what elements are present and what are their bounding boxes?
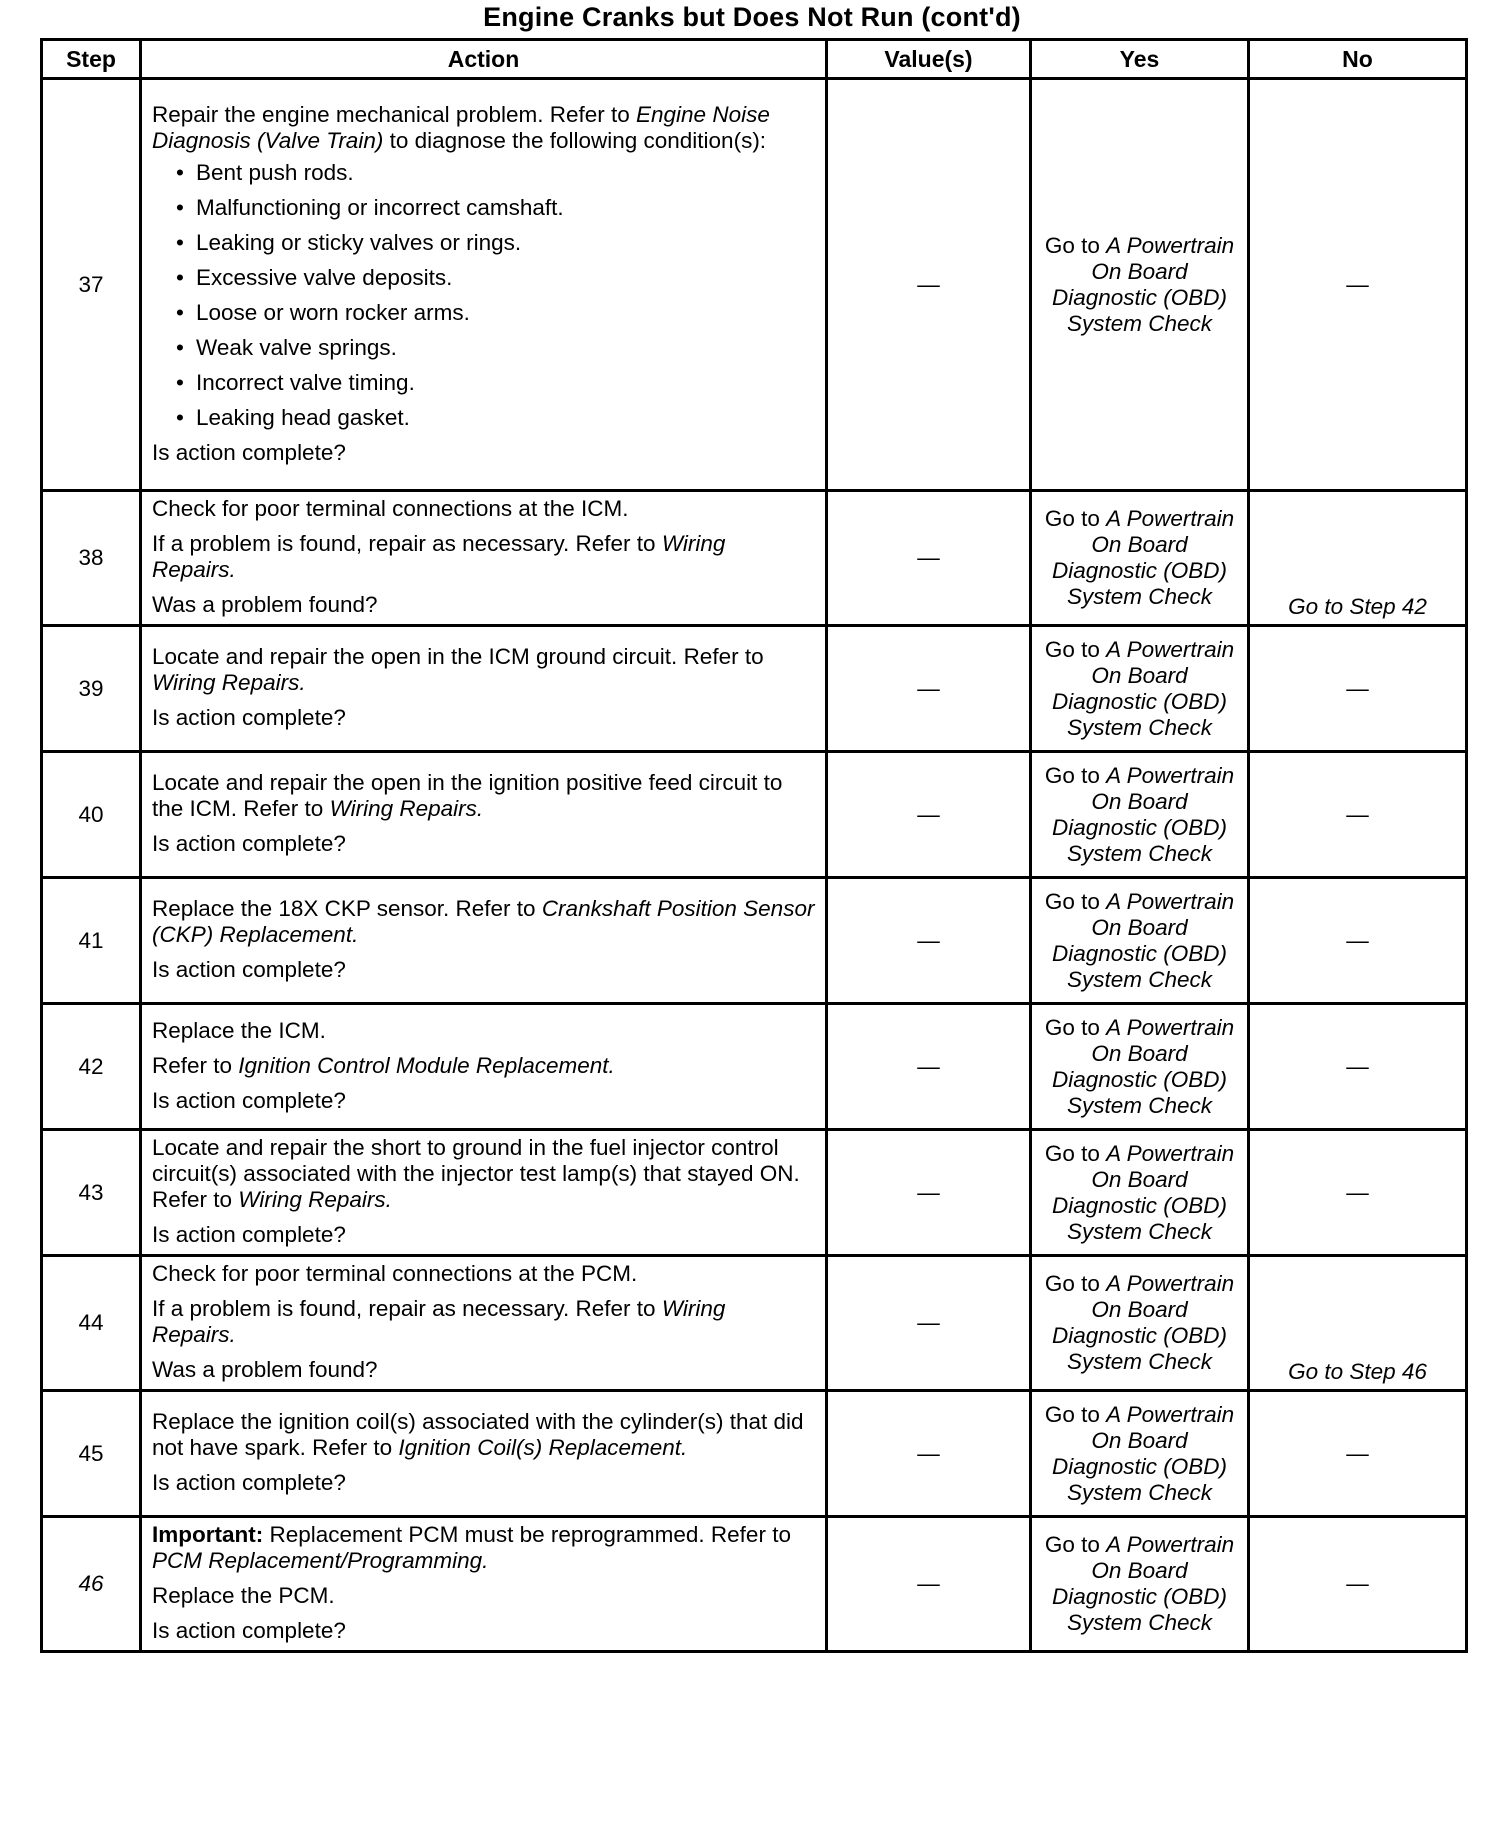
yes-cell: Go to A Powertrain On Board Diagnostic (OBD) System Check	[1031, 1004, 1249, 1130]
action-question: Is action complete?	[152, 831, 346, 856]
header-action: Action	[141, 40, 827, 79]
step-number: 45	[42, 1391, 141, 1517]
yes-cell: Go to A Powertrain On Board Diagnostic (OBD) System Check	[1031, 79, 1249, 491]
table-row	[42, 1391, 1467, 1517]
condition-list	[152, 160, 815, 431]
header-no: No	[1249, 40, 1467, 79]
yes-cell: Go to A Powertrain On Board Diagnostic (OBD) System Check	[1031, 878, 1249, 1004]
action-question: Is action complete?	[152, 1470, 346, 1495]
step-number: 44	[42, 1256, 141, 1391]
action-cell: Locate and repair the short to ground in the fuel injector control circuit(s) associated with the injector test lamp(s) that stayed ON. Refer to Wiring Repairs. Is action complete?	[141, 1130, 827, 1256]
step-number: 37	[42, 79, 141, 491]
step-number: 46	[42, 1517, 141, 1652]
action-cell	[141, 79, 827, 491]
step-number: 43	[42, 1130, 141, 1256]
list-item: • Bent push rods.	[196, 160, 815, 186]
value-cell: —	[827, 1517, 1031, 1652]
no-cell: —	[1249, 752, 1467, 878]
action-question: Is action complete?	[152, 1618, 346, 1643]
list-item: • Incorrect valve timing.	[196, 370, 815, 396]
action-question: Was a problem found?	[152, 592, 378, 617]
action-cell: Locate and repair the open in the ignition positive feed circuit to the ICM. Refer to Wiring Repairs. Is action complete?	[141, 752, 827, 878]
table-row	[42, 79, 1467, 491]
action-question: Is action complete?	[152, 957, 346, 982]
header-values: Value(s)	[827, 40, 1031, 79]
table-row	[42, 1130, 1467, 1256]
list-item: • Weak valve springs.	[196, 335, 815, 361]
step-number: 38	[42, 491, 141, 626]
header-step: Step	[42, 40, 141, 79]
action-text: Repair the engine mechanical problem. Refer to Engine Noise Diagnosis (Valve Train) to diagnose the following condition(s):	[152, 101, 770, 153]
table-row	[42, 878, 1467, 1004]
yes-cell: Go to A Powertrain On Board Diagnostic (OBD) System Check	[1031, 491, 1249, 626]
list-item: • Malfunctioning or incorrect camshaft.	[196, 195, 815, 221]
action-cell: Check for poor terminal connections at the PCM. If a problem is found, repair as necessary. Refer to Wiring Repairs. Was a problem found?	[141, 1256, 827, 1391]
yes-cell: Go to A Powertrain On Board Diagnostic (OBD) System Check	[1031, 1517, 1249, 1652]
table-row	[42, 626, 1467, 752]
page-title: Engine Cranks but Does Not Run (cont'd)	[483, 2, 1021, 32]
value-cell: —	[827, 491, 1031, 626]
list-item: • Leaking head gasket.	[196, 405, 815, 431]
yes-cell: Go to A Powertrain On Board Diagnostic (OBD) System Check	[1031, 1256, 1249, 1391]
yes-cell: Go to A Powertrain On Board Diagnostic (OBD) System Check	[1031, 752, 1249, 878]
value-cell: —	[827, 1130, 1031, 1256]
value-cell: —	[827, 626, 1031, 752]
no-cell: —	[1249, 1517, 1467, 1652]
no-cell: Go to Step 42	[1249, 491, 1467, 626]
action-question: Was a problem found?	[152, 1357, 378, 1382]
value-cell: —	[827, 1004, 1031, 1130]
list-item: • Excessive valve deposits.	[196, 265, 815, 291]
no-cell: —	[1249, 1130, 1467, 1256]
action-cell: Locate and repair the open in the ICM ground circuit. Refer to Wiring Repairs. Is action complete?	[141, 626, 827, 752]
table-header-row	[42, 40, 1467, 79]
action-cell: Replace the 18X CKP sensor. Refer to Crankshaft Position Sensor (CKP) Replacement. Is action complete?	[141, 878, 827, 1004]
table-row	[42, 491, 1467, 626]
no-cell: —	[1249, 626, 1467, 752]
value-cell: —	[827, 1256, 1031, 1391]
important-note: Important: Replacement PCM must be reprogrammed. Refer to PCM Replacement/Programming.	[152, 1522, 791, 1573]
table-row	[42, 752, 1467, 878]
action-cell: Check for poor terminal connections at the ICM. If a problem is found, repair as necessary. Refer to Wiring Repairs. Was a problem found?	[141, 491, 827, 626]
action-cell: Replace the ignition coil(s) associated with the cylinder(s) that did not have spark. Refer to Ignition Coil(s) Replacement. Is action complete?	[141, 1391, 827, 1517]
step-number: 41	[42, 878, 141, 1004]
yes-cell: Go to A Powertrain On Board Diagnostic (OBD) System Check	[1031, 1130, 1249, 1256]
table-row	[42, 1004, 1467, 1130]
yes-cell: Go to A Powertrain On Board Diagnostic (OBD) System Check	[1031, 626, 1249, 752]
table-row	[42, 1517, 1467, 1652]
step-number: 42	[42, 1004, 141, 1130]
no-cell: —	[1249, 1391, 1467, 1517]
action-cell: Important: Replacement PCM must be reprogrammed. Refer to PCM Replacement/Programming. Replace the PCM. Is action complete?	[141, 1517, 827, 1652]
diagnostic-table	[40, 38, 1468, 1653]
value-cell: —	[827, 1391, 1031, 1517]
step-number: 40	[42, 752, 141, 878]
value-cell: —	[827, 878, 1031, 1004]
action-question: Is action complete?	[152, 439, 346, 465]
action-question: Is action complete?	[152, 705, 346, 730]
action-cell: Replace the ICM. Refer to Ignition Control Module Replacement. Is action complete?	[141, 1004, 827, 1130]
list-item: • Leaking or sticky valves or rings.	[196, 230, 815, 256]
no-cell: —	[1249, 878, 1467, 1004]
no-cell: —	[1249, 1004, 1467, 1130]
header-yes: Yes	[1031, 40, 1249, 79]
value-cell: —	[827, 752, 1031, 878]
step-number: 39	[42, 626, 141, 752]
no-cell: —	[1249, 79, 1467, 491]
list-item: • Loose or worn rocker arms.	[196, 300, 815, 326]
action-question: Is action complete?	[152, 1087, 346, 1113]
yes-cell: Go to A Powertrain On Board Diagnostic (OBD) System Check	[1031, 1391, 1249, 1517]
value-cell: —	[827, 79, 1031, 491]
no-cell: Go to Step 46	[1249, 1256, 1467, 1391]
table-row	[42, 1256, 1467, 1391]
action-question: Is action complete?	[152, 1222, 346, 1247]
